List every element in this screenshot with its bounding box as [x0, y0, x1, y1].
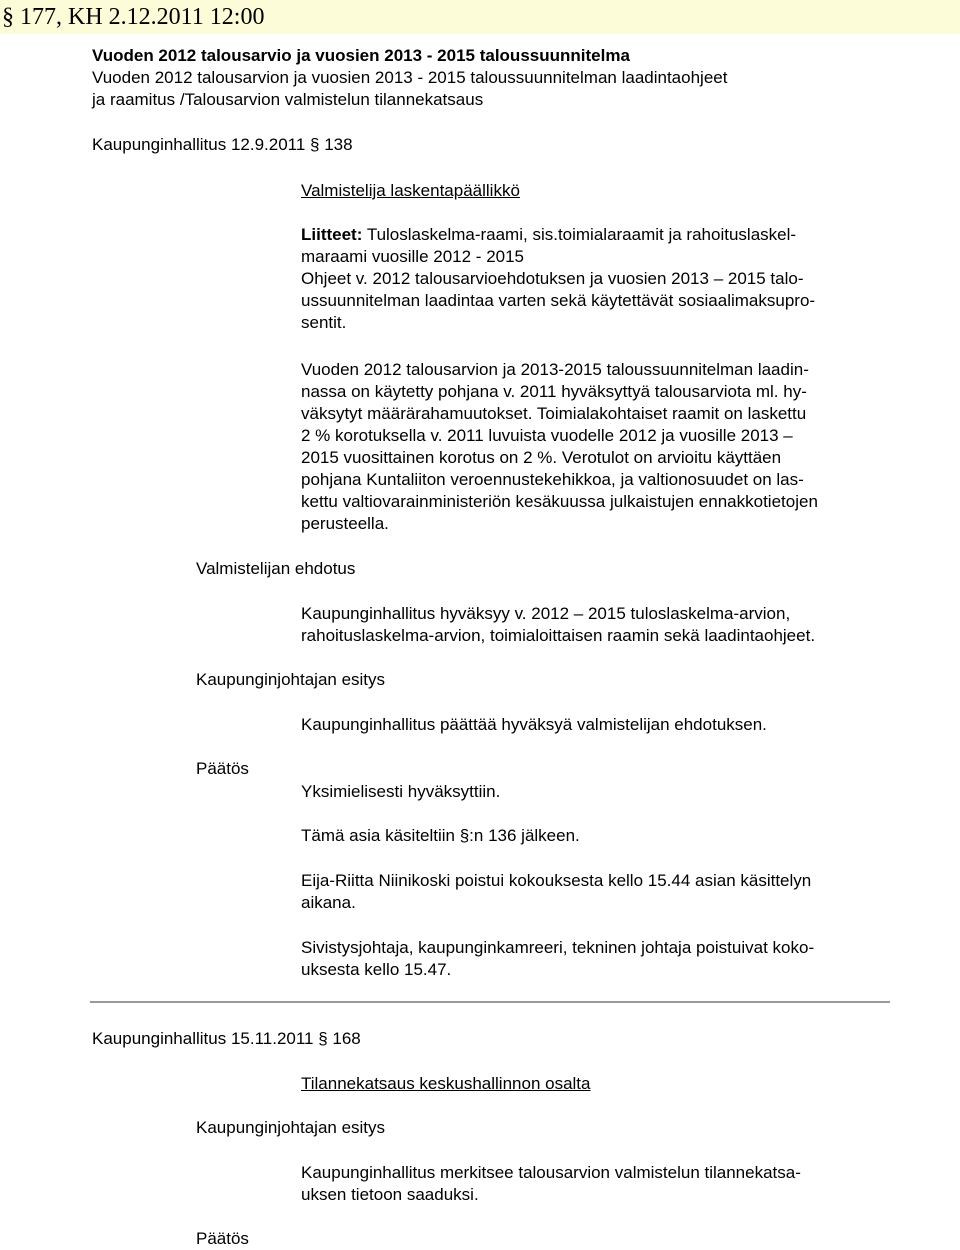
attachments-label: Liitteet:: [301, 225, 363, 244]
description-line: Vuoden 2012 talousarvion ja 2013-2015 taloussuunnitelman laadin-: [301, 360, 809, 379]
attachment-line: Tuloslaskelma-raami, sis.toimialaraamit ja rahoituslaskel-: [366, 225, 797, 244]
meeting-2-subtitle: Tilannekatsaus keskushallinnon osalta: [301, 1074, 591, 1093]
decision-text: Yksimielisesti hyväksyttiin.: [301, 782, 501, 801]
attachment-line: sentit.: [301, 313, 347, 332]
title-main: Vuoden 2012 talousarvio ja vuosien 2013 - 2015 taloussuunnitelma: [92, 46, 630, 65]
mayor-proposal-label: Kaupunginjohtajan esitys: [196, 670, 386, 689]
decision-label-2: Päätös: [196, 1229, 249, 1248]
meeting-2-heading: Kaupunginhallitus 15.11.2011 § 168: [92, 1029, 361, 1048]
preparer-title: Valmistelija laskentapäällikkö: [301, 181, 520, 200]
note-departure: [301, 870, 901, 914]
description-line: nassa on käytetty pohjana v. 2011 hyväksyttyä talousarviota ml. hy-: [301, 382, 807, 401]
attachment-line: Ohjeet v. 2012 talousarvioehdotuksen ja vuosien 2013 – 2015 talo-: [301, 269, 804, 288]
header-bar: [0, 0, 960, 34]
description-line: väksytyt määrärahamuutokset. Toimialakohtaiset raamit on laskettu: [301, 404, 807, 423]
title-line-2: Vuoden 2012 talousarvion ja vuosien 2013 - 2015 taloussuunnitelman laadintaohjeet: [92, 68, 728, 87]
note-line: aikana.: [301, 893, 356, 912]
mayor-proposal-text-2: [301, 1162, 901, 1206]
proposal-line: Kaupunginhallitus hyväksyy v. 2012 – 2015 tuloslaskelma-arvion,: [301, 604, 791, 623]
attachment-line: maraami vuosille 2012 - 2015: [301, 247, 525, 266]
proposal-label: Valmistelijan ehdotus: [196, 559, 356, 578]
attachments-block: [301, 224, 901, 334]
document-title: [92, 45, 932, 111]
proposal-line: rahoituslaskelma-arvion, toimialoittaisen raamin sekä laadintaohjeet.: [301, 626, 816, 645]
note-line: Sivistysjohtaja, kaupunginkamreeri, tekninen johtaja poistuivat koko-: [301, 938, 815, 957]
mayor-proposal-label-2: Kaupunginjohtajan esitys: [196, 1118, 386, 1137]
header-section-ref: § 177, KH 2.12.2011 12:00: [2, 4, 265, 30]
description-line: perusteella.: [301, 514, 389, 533]
mayor-proposal-line: uksen tietoon saaduksi.: [301, 1185, 479, 1204]
meeting-1-heading: Kaupunginhallitus 12.9.2011 § 138: [92, 135, 353, 154]
note-line: Eija-Riitta Niinikoski poistui kokouksesta kello 15.44 asian käsittelyn: [301, 871, 812, 890]
note-line: uksesta kello 15.47.: [301, 960, 452, 979]
section-divider: [90, 1001, 890, 1003]
proposal-block: [301, 603, 901, 647]
note-order: Tämä asia käsiteltiin §:n 136 jälkeen.: [301, 826, 580, 845]
description-line: kettu valtiovarainministeriön kesäkuussa julkaistujen ennakkotietojen: [301, 492, 818, 511]
mayor-proposal-line: Kaupunginhallitus merkitsee talousarvion valmistelun tilannekatsa-: [301, 1163, 801, 1182]
description-line: 2015 vuosittainen korotus on 2 %. Verotulot on arvioitu käyttäen: [301, 448, 782, 467]
description-line: 2 % korotuksella v. 2011 luvuista vuodelle 2012 ja vuosille 2013 –: [301, 426, 793, 445]
mayor-proposal-text: Kaupunginhallitus päättää hyväksyä valmistelijan ehdotuksen.: [301, 715, 767, 734]
decision-label: Päätös: [196, 759, 249, 778]
title-line-3: ja raamitus /Talousarvion valmistelun tilannekatsaus: [92, 90, 484, 109]
description-block: [301, 359, 901, 535]
description-line: pohjana Kuntaliiton veroennustekehikkoa, ja valtionosuudet on las-: [301, 470, 804, 489]
attachment-line: ussuunnitelman laadintaa varten sekä käytettävät sosiaalimaksupro-: [301, 291, 816, 310]
note-officials-departure: [301, 937, 901, 981]
